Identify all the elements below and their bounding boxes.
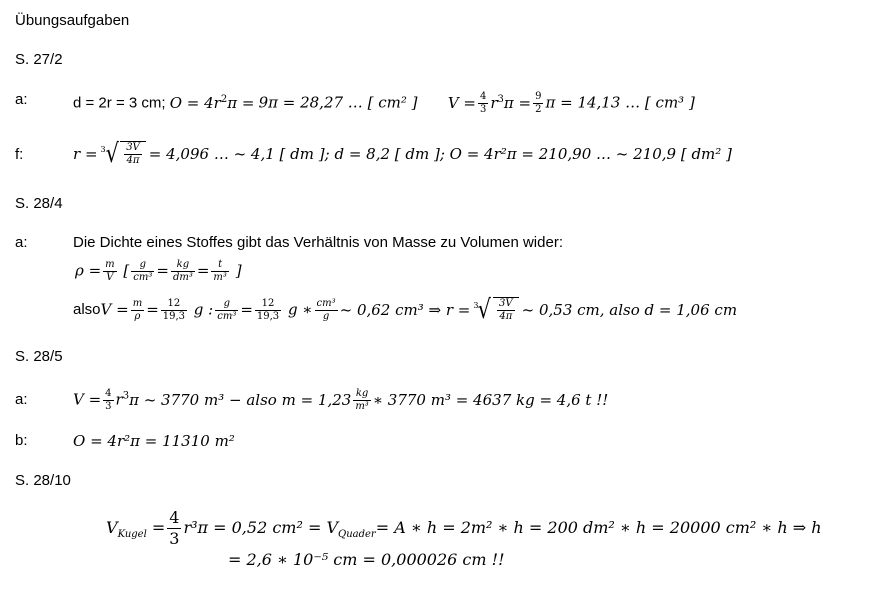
volume-result: ~ 0,62 cm³ ⇒ r =	[339, 301, 471, 319]
radius-result: = 4,096 … ~ 4,1 [ dm ]; d = 8,2 [ dm ]; O = 4r²π = 210,90 … ~ 210,9 [ dm² ]	[148, 145, 732, 163]
density-formula: ρ = $\frac{m}{V}$ [ $\frac{g}{\text{cm³}}$ = $\frac{kg}{\text{dm³}}$ = $\frac{t}{\text{m³}}$ ]	[75, 258, 242, 283]
exercise-28-10-line-2: = 2,6 ∗ 10⁻⁵ cm = 0,000026 cm !!	[228, 550, 505, 569]
cube-root-volume: 3 √ $\frac{3V}{4\pi}$	[473, 297, 518, 323]
exercise-28-5-a: V = $\frac{4}{3}$ $r^3$ π ~ 3770 m³ − also m = 1,23 $\frac{kg}{\text{m³}}$ ∗ 3770 m³ = 4637 kg = 4,6 t !!	[73, 387, 609, 412]
volume-mass-text: π ~ 3770 m³ − also m = 1,23	[129, 391, 352, 409]
exercise-27-2-f	[73, 134, 732, 174]
section-heading-28-5: S. 28/5	[15, 348, 63, 365]
diameter-text: d = 2r = 3 cm;	[73, 94, 170, 112]
sphere-volume-text: r³π = 0,52 cm² = V	[183, 518, 339, 537]
surface-area-result: O = 4r²π = 11310 m²	[73, 432, 235, 450]
quader-subscript: Quader	[338, 529, 376, 541]
density-definition: Die Dichte eines Stoffes gibt das Verhältnis von Masse zu Volumen wider:	[73, 234, 563, 251]
section-heading-28-4: S. 28/4	[15, 195, 63, 212]
radius-result: ~ 0,53 cm, also d = 1,06 cm	[521, 301, 738, 319]
mass-result: ∗ 3770 m³ = 4637 kg = 4,6 t !!	[372, 391, 609, 409]
item-label-a: a:	[15, 234, 28, 251]
volume-formula: V = $\frac{4}{3}$ $r^3\pi$ = $\frac{9}{2}$	[447, 91, 542, 115]
cuboid-height-text: = A ∗ h = 2m² ∗ h = 200 dm² ∗ h = 20000 cm² ∗ h ⇒ h	[375, 518, 822, 537]
section-heading-27-2: S. 27/2	[15, 51, 63, 68]
item-label-f: f:	[15, 146, 24, 163]
cube-root-volume: 3 √ $\frac{3V}{4\pi}$	[101, 141, 146, 167]
volume-value: π = 14,13 … [ cm³ ]	[545, 93, 695, 112]
surface-formula: $O = 4r^2\pi$ =	[169, 93, 255, 112]
item-label-b: b:	[15, 432, 28, 449]
exercise-28-10-line-1: $V_{Kugel}$ = $\frac{4}{3}$ r³π = 0,52 cm² = V $_{Quader}$ = A ∗ h = 2m² ∗ h = 200 dm² ∗ h = 20000 cm² ∗ h ⇒ h	[106, 507, 822, 548]
surface-value: 9π = 28,27 … [ cm² ]	[258, 93, 418, 112]
item-label-a: a:	[15, 91, 28, 108]
item-label-a: a:	[15, 391, 28, 408]
page-title: Übungsaufgaben	[15, 12, 130, 29]
also-text: also	[73, 301, 101, 318]
radius-formula: r =	[73, 145, 98, 163]
section-heading-28-10: S. 28/10	[15, 472, 71, 489]
density-calculation: also V = $\frac{m}{\rho}$ = $\frac{12}{19,3}$ g : $\frac{g}{\text{cm³}}$ = $\frac{12}{19,3}$ g ∗ $\frac{\text{cm³}}{g}$ ~ 0,62 cm³ ⇒ r = 3 √ $\frac{3V}{4\pi}$ ~ 0,53 cm, also d = 1,06 cm	[73, 295, 738, 325]
exercise-27-2-a	[73, 91, 695, 116]
